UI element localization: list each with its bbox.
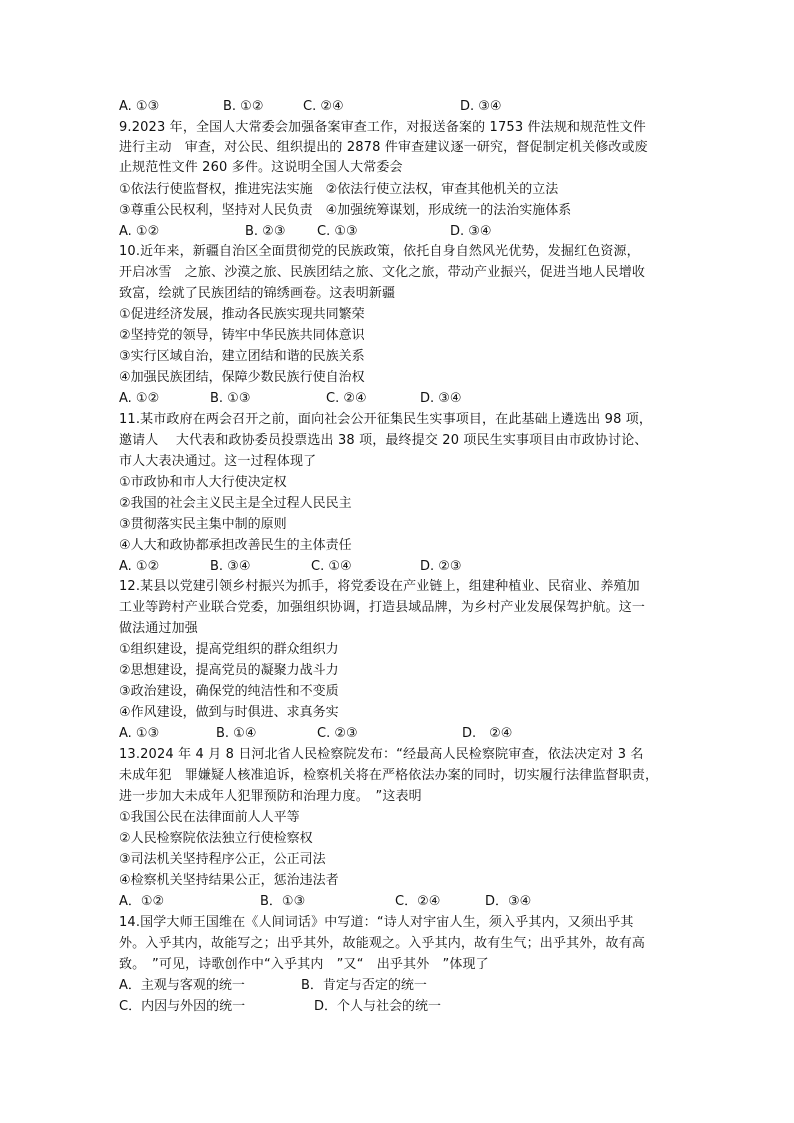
q14-option-b: B．肯定与否定的统一 (301, 978, 427, 993)
q9-option-a: A. ①② (119, 224, 160, 239)
q10-option-c: C. ②④ (326, 391, 367, 406)
q13-stem-line: 未成年犯 罪嫌疑人核准追诉，检察机关将在严格依法办案的同时，切实履行法律监督职责， (119, 768, 659, 783)
q13-statement: ①我国公民在法律面前人人平等 (119, 810, 300, 825)
q13-option-c: C．②④ (395, 894, 441, 909)
q12-statement: ②思想建设，提高党员的凝聚力战斗力 (119, 663, 339, 678)
q13-option-d: D．③④ (485, 894, 532, 909)
q11-stem-line: 邀请人 大代表和政协委员投票选出 38 项，最终提交 20 项民生实事项目由市政协讨论、 (119, 433, 648, 448)
q8-option-d: D. ③④ (460, 99, 502, 114)
q11-statement: ①市政协和市人大行使决定权 (119, 475, 287, 490)
q13-statement: ②人民检察院依法独立行使检察权 (119, 831, 313, 846)
q11-stem-line: 市人大表决通过。这一过程体现了 (119, 454, 317, 469)
q8-option-a: A. ①③ (119, 99, 160, 114)
q10-option-a: A. ①② (119, 391, 160, 406)
q12-statement: ④作风建设，做到与时俱进、求真务实 (119, 705, 339, 720)
q11-statement: ④人大和政协都承担改善民生的主体责任 (119, 538, 352, 553)
q10-statement: ④加强民族团结，保障少数民族行使自治权 (119, 370, 365, 385)
q13-option-a: A．①② (119, 894, 165, 909)
q14-option-c: C．内因与外因的统一 (119, 999, 246, 1014)
q13-stem-line: 13.2024 年 4 月 8 日河北省人民检察院发布：“经最高人民检察院审查，依法决定对 3 名 (119, 747, 644, 762)
q12-option-a: A. ①③ (119, 726, 160, 741)
q9-statement: ①依法行使监督权，推进宪法实施 ②依法行使立法权，审查其他机关的立法 (119, 182, 559, 197)
q11-option-d: D. ②③ (420, 559, 462, 574)
q12-statement: ①组织建设，提高党组织的群众组织力 (119, 642, 339, 657)
q10-stem-line: 10.近年来，新疆自治区全面贯彻党的民族政策，依托自身自然风光优势，发掘红色资源， (119, 244, 640, 259)
q9-stem-line: 止规范性文件 260 多件。这说明全国人大常委会 (119, 160, 403, 175)
q12-stem-line: 做法通过加强 (119, 621, 198, 636)
q9-statement: ③尊重公民权利，坚持对人民负责 ④加强统筹谋划，形成统一的法治实施体系 (119, 203, 572, 218)
q12-option-c: C. ②③ (317, 726, 358, 741)
q12-stem-line: 12.某县以党建引领乡村振兴为抓手，将党委设在产业链上，组建种植业、民宿业、养殖加 (119, 579, 640, 594)
q13-statement: ③司法机关坚持程序公正，公正司法 (119, 852, 326, 867)
q10-option-d: D. ③④ (420, 391, 462, 406)
q11-option-a: A. ①② (119, 559, 160, 574)
q11-statement: ③贯彻落实民主集中制的原则 (119, 517, 287, 532)
q12-option-b: B. ①④ (216, 726, 257, 741)
q14-stem-line: 致。 ”可见，诗歌创作中“入乎其内 ”又“ 出乎其外 ”体现了 (119, 957, 489, 972)
q10-stem-line: 开启冰雪 之旅、沙漠之旅、民族团结之旅、文化之旅，带动产业振兴，促进当地人民增收 (119, 265, 646, 280)
q9-option-b: B. ②③ (245, 224, 286, 239)
q14-option-d: D．个人与社会的统一 (314, 999, 442, 1014)
q12-option-d: D. ②④ (462, 726, 513, 741)
q11-option-c: C. ①④ (311, 559, 352, 574)
q13-stem-line: 进一步加大未成年人犯罪预防和治理力度。 ”这表明 (119, 789, 422, 804)
q10-statement: ①促进经济发展，推动各民族实现共同繁荣 (119, 307, 365, 322)
q13-option-b: B．①③ (260, 894, 306, 909)
q9-option-c: C. ①③ (317, 224, 358, 239)
q10-statement: ②坚持党的领导，铸牢中华民族共同体意识 (119, 328, 365, 343)
q11-option-b: B. ③④ (210, 559, 251, 574)
q8-option-b: B. ①② (223, 99, 264, 114)
q11-stem-line: 11.某市政府在两会召开之前，面向社会公开征集民生实事项目，在此基础上遴选出 98 项， (119, 412, 653, 427)
q8-option-c: C. ②④ (303, 99, 344, 114)
q9-stem-line: 9.2023 年，全国人大常委会加强备案审查工作，对报送备案的 1753 件法规和规范性文件 (119, 120, 646, 135)
q10-statement: ③实行区域自治，建立团结和谐的民族关系 (119, 349, 365, 364)
q13-statement: ④检察机关坚持结果公正，惩治违法者 (119, 873, 339, 888)
q14-stem-line: 14.国学大师王国维在《人间词话》中写道：“诗人对宇宙人生，须入乎其内，又须出乎其 (119, 915, 634, 930)
q12-stem-line: 工业等跨村产业联合党委，加强组织协调，打造县域品牌，为乡村产业发展保驾护航。这一 (119, 600, 646, 615)
q12-statement: ③政治建设，确保党的纯洁性和不变质 (119, 684, 339, 699)
q9-stem-line: 进行主动 审查，对公民、组织提出的 2878 件审查建议逐一研究，督促制定机关修改或废 (119, 140, 648, 155)
q11-statement: ②我国的社会主义民主是全过程人民民主 (119, 496, 352, 511)
q14-stem-line: 外。入乎其内，故能写之；出乎其外，故能观之。入乎其内，故有生气；出乎其外，故有高 (119, 936, 646, 951)
q9-option-d: D. ③④ (450, 224, 492, 239)
q10-option-b: B. ①③ (210, 391, 251, 406)
q10-stem-line: 致富，绘就了民族团结的锦绣画卷。这表明新疆 (119, 286, 396, 301)
q14-option-a: A．主观与客观的统一 (119, 978, 245, 993)
